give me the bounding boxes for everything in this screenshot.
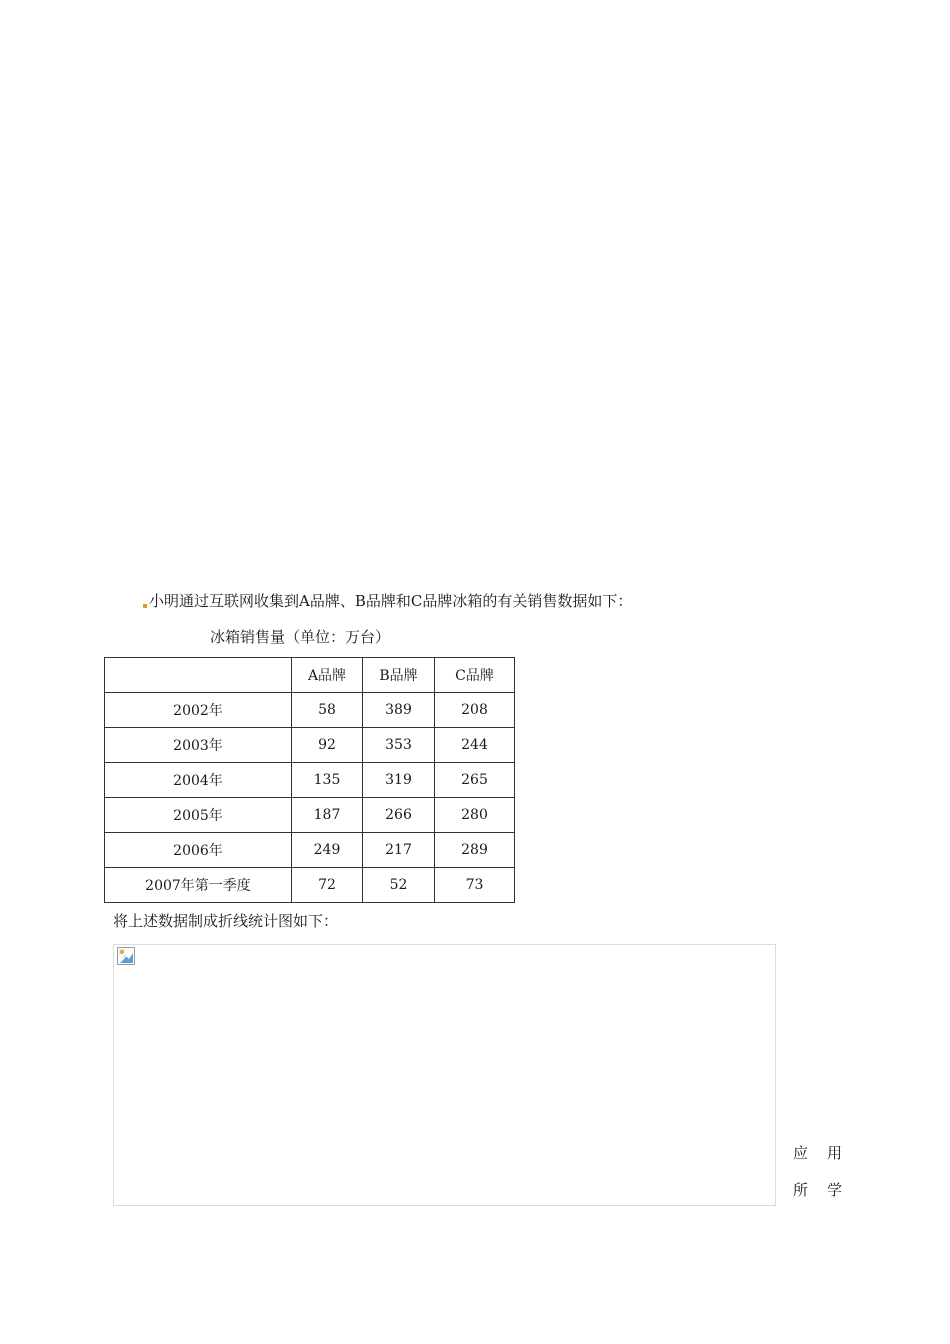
table-cell: 249 [292, 833, 363, 868]
table-row [105, 763, 515, 798]
table-header-cell: C品牌 [435, 658, 515, 693]
table-row [105, 798, 515, 833]
table-row [105, 693, 515, 728]
table-cell: 353 [363, 728, 435, 763]
table-cell: 58 [292, 693, 363, 728]
table-cell: 2004年 [105, 763, 292, 798]
intro-text: 小明通过互联网收集到A品牌、B品牌和C品牌冰箱的有关销售数据如下： [149, 592, 633, 610]
table-cell: 289 [435, 833, 515, 868]
side-text-line: 所学 [793, 1181, 862, 1199]
side-text-line: 应用 [793, 1144, 862, 1162]
missing-chart-image [113, 944, 776, 1206]
table-cell: 208 [435, 693, 515, 728]
table-cell: 265 [435, 763, 515, 798]
intro-paragraph [143, 590, 632, 611]
chart-intro-text: 将上述数据制成折线统计图如下： [113, 912, 339, 930]
table-row [105, 728, 515, 763]
table-cell: 73 [435, 868, 515, 903]
table-cell: 92 [292, 728, 363, 763]
table-cell: 2003年 [105, 728, 292, 763]
table-cell: 319 [363, 763, 435, 798]
table-title: 冰箱销售量（单位：万台） [210, 628, 391, 646]
sales-table [104, 657, 515, 903]
table-row [105, 868, 515, 903]
table-cell: 52 [363, 868, 435, 903]
table-header-cell: B品牌 [363, 658, 435, 693]
table-cell: 389 [363, 693, 435, 728]
broken-image-icon [117, 947, 135, 965]
table-cell: 244 [435, 728, 515, 763]
table-header-row [105, 658, 515, 693]
table-header-cell: A品牌 [292, 658, 363, 693]
paragraph-marker-icon [143, 604, 147, 608]
table-cell: 187 [292, 798, 363, 833]
table-header-cell [105, 658, 292, 693]
table-cell: 266 [363, 798, 435, 833]
table-cell: 2005年 [105, 798, 292, 833]
table-cell: 280 [435, 798, 515, 833]
table-cell: 2007年第一季度 [105, 868, 292, 903]
table-cell: 135 [292, 763, 363, 798]
table-cell: 2006年 [105, 833, 292, 868]
table-cell: 2002年 [105, 693, 292, 728]
table-row [105, 833, 515, 868]
table-cell: 217 [363, 833, 435, 868]
table-cell: 72 [292, 868, 363, 903]
